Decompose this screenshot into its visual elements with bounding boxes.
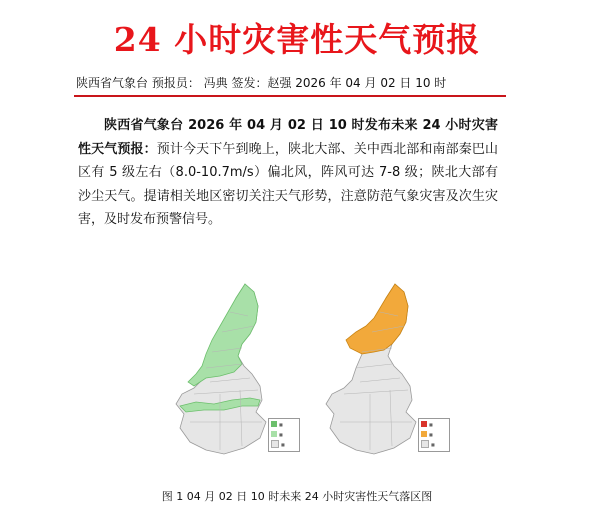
page-title: 24 小时灾害性天气预报	[113, 20, 481, 59]
forecast-paragraph	[78, 114, 498, 232]
legend-label: ■	[429, 421, 433, 427]
legend-row	[419, 419, 449, 429]
legend-row	[419, 429, 449, 439]
legend-swatch	[421, 431, 427, 437]
issuer-line: 陕西省气象台 预报员： 冯典 签发：赵强 2026 年 04 月 02 日 10 时	[76, 76, 447, 90]
legend-row	[269, 429, 299, 439]
wind-map-legend	[268, 418, 300, 452]
legend-label: ■	[281, 441, 285, 447]
dust-region-north	[346, 284, 408, 354]
legend-label: ■	[279, 431, 283, 437]
dust-map-legend	[418, 418, 450, 452]
legend-label: ■	[279, 421, 283, 427]
legend-row	[269, 419, 299, 429]
forecast-text: 预计今天下午到晚上，陕北大部、关中西北部和南部秦巴山区有 5 级左右（8.0-10.7m/s）偏北风，阵风可达 7-8 级；陕北大部有沙尘天气。提请相关地区密切关注天气形势，注意防范气象灾害及次生灾害，及时发布预警信号。	[78, 141, 498, 227]
legend-row	[269, 439, 299, 449]
header-divider	[74, 95, 506, 97]
legend-swatch	[421, 421, 427, 427]
legend-row	[419, 439, 449, 449]
legend-label: ■	[431, 441, 435, 447]
legend-swatch	[271, 431, 277, 437]
legend-swatch	[271, 421, 277, 427]
legend-swatch	[421, 440, 429, 448]
legend-swatch	[271, 440, 279, 448]
figure-caption: 图 1 04 月 02 日 10 时未来 24 小时灾害性天气落区图	[161, 490, 433, 503]
forecast-lead: 陕西省气象台 2026 年 04 月 02 日 10 时发布未来 24 小时灾害性天气预报：	[78, 118, 498, 157]
legend-label: ■	[429, 431, 433, 437]
